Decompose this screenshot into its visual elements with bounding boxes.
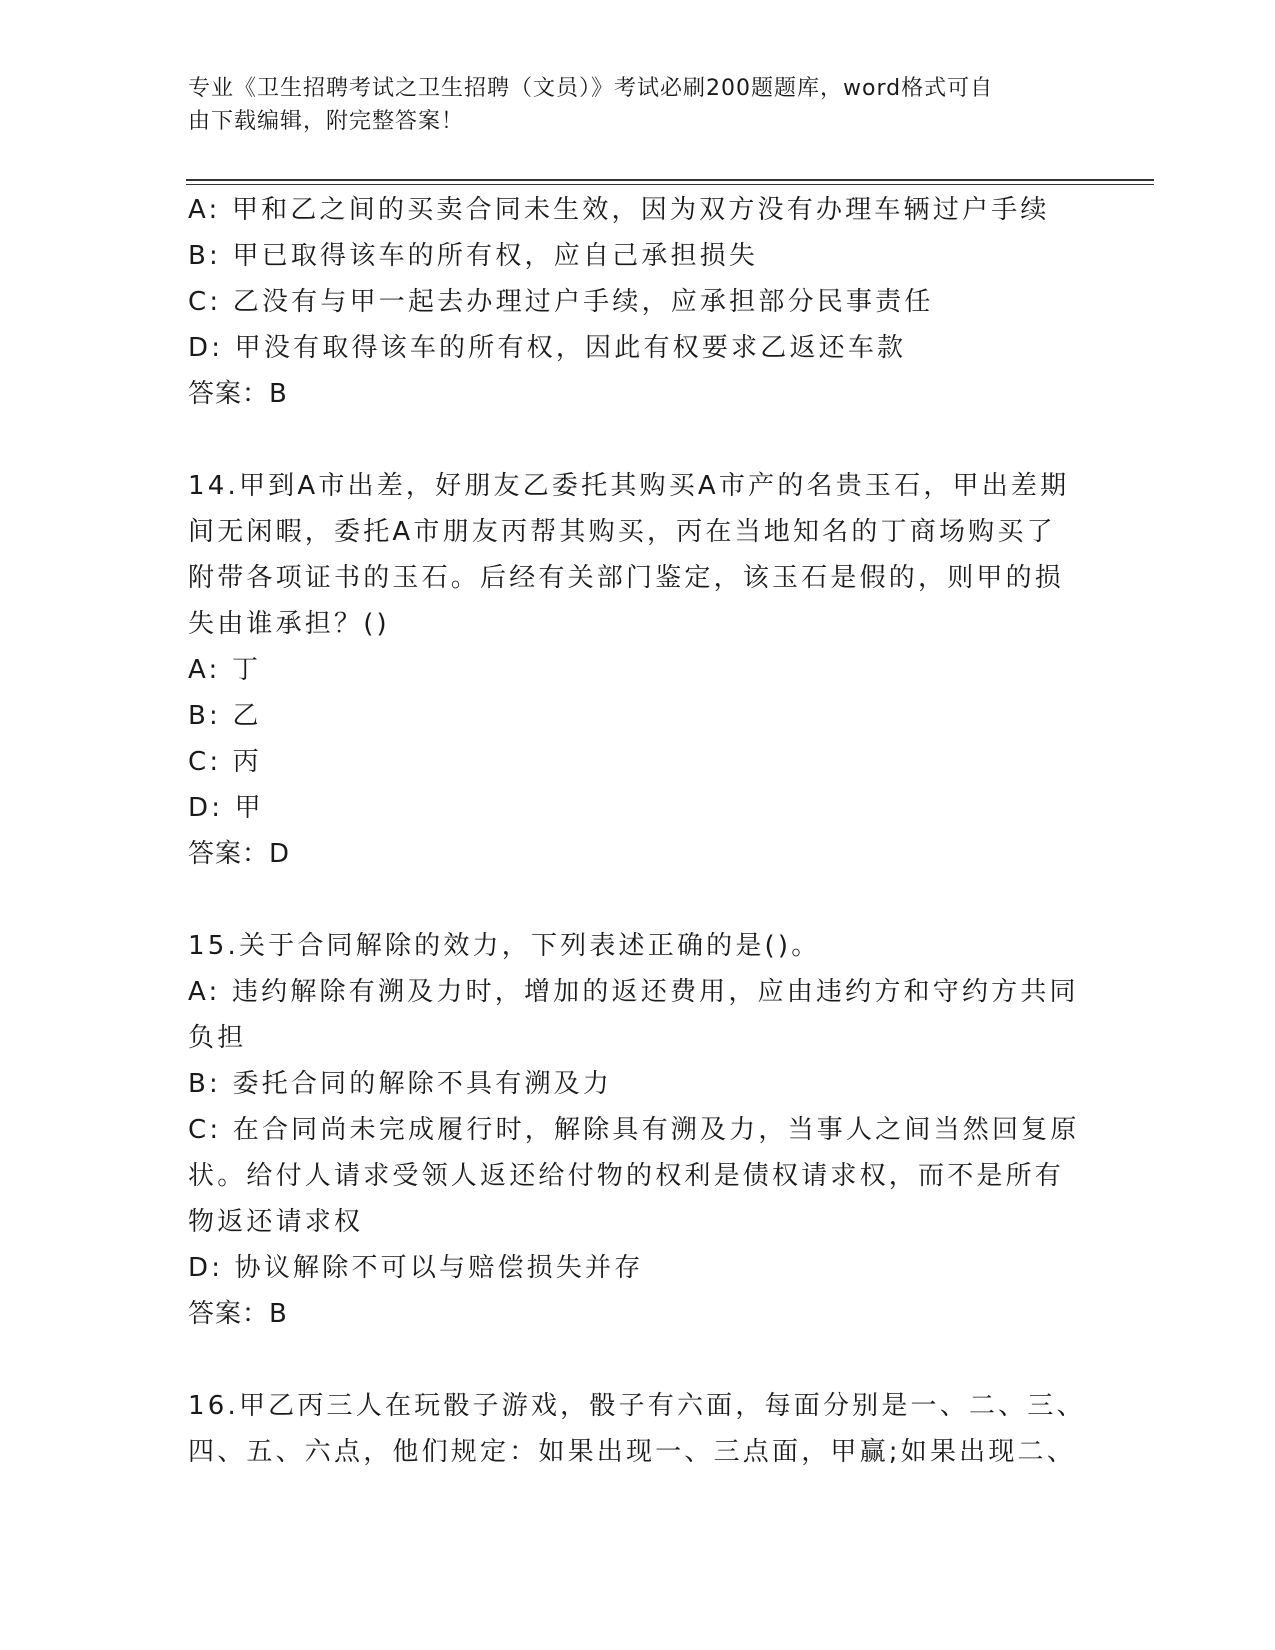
q14-stem-line-2: 间无闲暇，委托A市朋友丙帮其购买，丙在当地知名的丁商场购买了 (188, 517, 1056, 547)
q13-option-a: A: 甲和乙之间的买卖合同未生效，因为双方没有办理车辆过户手续 (188, 195, 1050, 225)
header-divider-thin (186, 184, 1154, 185)
document-header (188, 72, 1068, 138)
q15-option-c-line-2: 状。给付人请求受领人返还给付物的权利是债权请求权，而不是所有 (188, 1161, 1065, 1191)
header-divider-thick (186, 179, 1154, 181)
q15-option-c-line-3: 物返还请求权 (188, 1207, 364, 1237)
spacer (188, 1337, 1088, 1383)
q15-option-b: B: 委托合同的解除不具有溯及力 (188, 1069, 613, 1099)
header-line-1: 专业《卫生招聘考试之卫生招聘（文员）》考试必刷200题题库，word格式可自 (188, 76, 994, 101)
q15-stem: 15.关于合同解除的效力，下列表述正确的是()。 (188, 931, 821, 961)
question-14 (188, 463, 1088, 877)
q14-stem-line-4: 失由谁承担？() (188, 609, 390, 639)
q14-option-b: B: 乙 (188, 701, 262, 731)
q16-stem-line-1: 16.甲乙丙三人在玩骰子游戏，骰子有六面，每面分别是一、二、三、 (188, 1391, 1086, 1421)
q14-option-a: A: 丁 (188, 655, 262, 685)
q15-option-a-line-1: A: 违约解除有溯及力时，增加的返还费用，应由违约方和守约方共同 (188, 977, 1079, 1007)
q14-option-c: C: 丙 (188, 747, 262, 777)
header-line-2: 由下载编辑，附完整答案！ (188, 109, 465, 134)
q15-option-a-line-2: 负担 (188, 1023, 247, 1053)
q13-option-b: B: 甲已取得该车的所有权，应自己承担损失 (188, 241, 759, 271)
q14-option-d: D: 甲 (188, 793, 264, 823)
spacer (188, 417, 1088, 463)
question-15 (188, 923, 1088, 1337)
q13-answer: 答案：B (188, 379, 288, 409)
spacer (188, 877, 1088, 923)
q15-option-d: D: 协议解除不可以与赔偿损失并存 (188, 1253, 644, 1283)
q15-option-c-line-1: C: 在合同尚未完成履行时，解除具有溯及力，当事人之间当然回复原 (188, 1115, 1080, 1145)
q13-option-d: D: 甲没有取得该车的所有权，因此有权要求乙返还车款 (188, 333, 907, 363)
q14-stem-line-1: 14.甲到A市出差，好朋友乙委托其购买A市产的名贵玉石，甲出差期 (188, 471, 1070, 501)
q14-answer: 答案：D (188, 839, 291, 869)
question-16 (188, 1383, 1088, 1475)
q15-answer: 答案：B (188, 1299, 288, 1329)
q13-option-c: C: 乙没有与甲一起去办理过户手续，应承担部分民事责任 (188, 287, 934, 317)
question-content (188, 187, 1088, 1475)
question-13 (188, 187, 1088, 417)
q14-stem-line-3: 附带各项证书的玉石。后经有关部门鉴定，该玉石是假的，则甲的损 (188, 563, 1065, 593)
q16-stem-line-2: 四、五、六点，他们规定：如果出现一、三点面，甲赢;如果出现二、 (188, 1437, 1076, 1467)
